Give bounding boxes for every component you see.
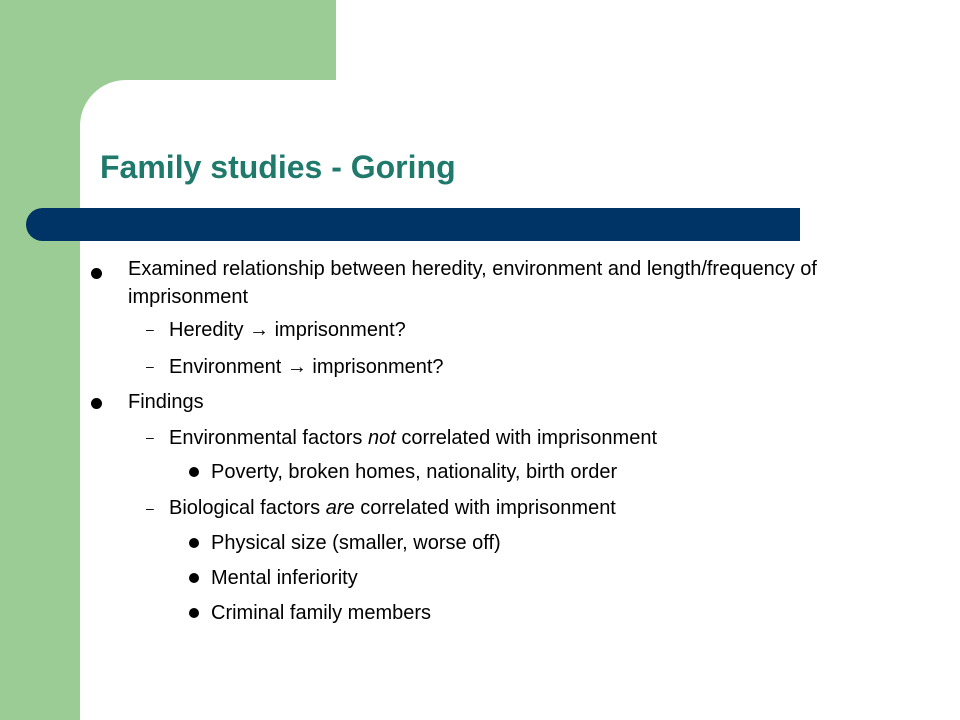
sub-sub-bullet-text: Physical size (smaller, worse off)	[211, 532, 501, 554]
dash-marker: –	[146, 500, 154, 516]
bullet-icon	[189, 467, 199, 477]
bullet-icon	[189, 573, 199, 583]
emphasis: not	[367, 427, 396, 449]
bullet-icon	[91, 398, 102, 409]
bullet-icon	[189, 608, 199, 618]
emphasis: are	[325, 497, 355, 519]
dash-marker: –	[146, 358, 154, 374]
bullet-icon	[91, 268, 102, 279]
bullet-text: Findings	[128, 391, 204, 413]
bullet-text: Examined relationship between heredity, environment and length/frequency of imprisonment	[128, 258, 817, 308]
sub-bullet-text: Environment → imprisonment?	[169, 356, 444, 378]
sub-bullet-text: Environmental factors not correlated with imprisonment	[169, 427, 658, 449]
title-underline-bar	[26, 208, 800, 241]
sub-sub-bullet-text: Criminal family members	[211, 602, 432, 624]
bullet-icon	[189, 538, 199, 548]
slide-title: Family studies - Goring	[100, 149, 456, 185]
dash-marker: –	[146, 321, 154, 337]
sub-bullet-text: Heredity → imprisonment?	[169, 319, 406, 341]
sub-sub-bullet-text: Poverty, broken homes, nationality, birth order	[211, 461, 618, 483]
sub-bullet-text: Biological factors are correlated with imprisonment	[169, 497, 616, 519]
dash-marker: –	[146, 429, 154, 445]
sub-sub-bullet-text: Mental inferiority	[211, 567, 358, 589]
